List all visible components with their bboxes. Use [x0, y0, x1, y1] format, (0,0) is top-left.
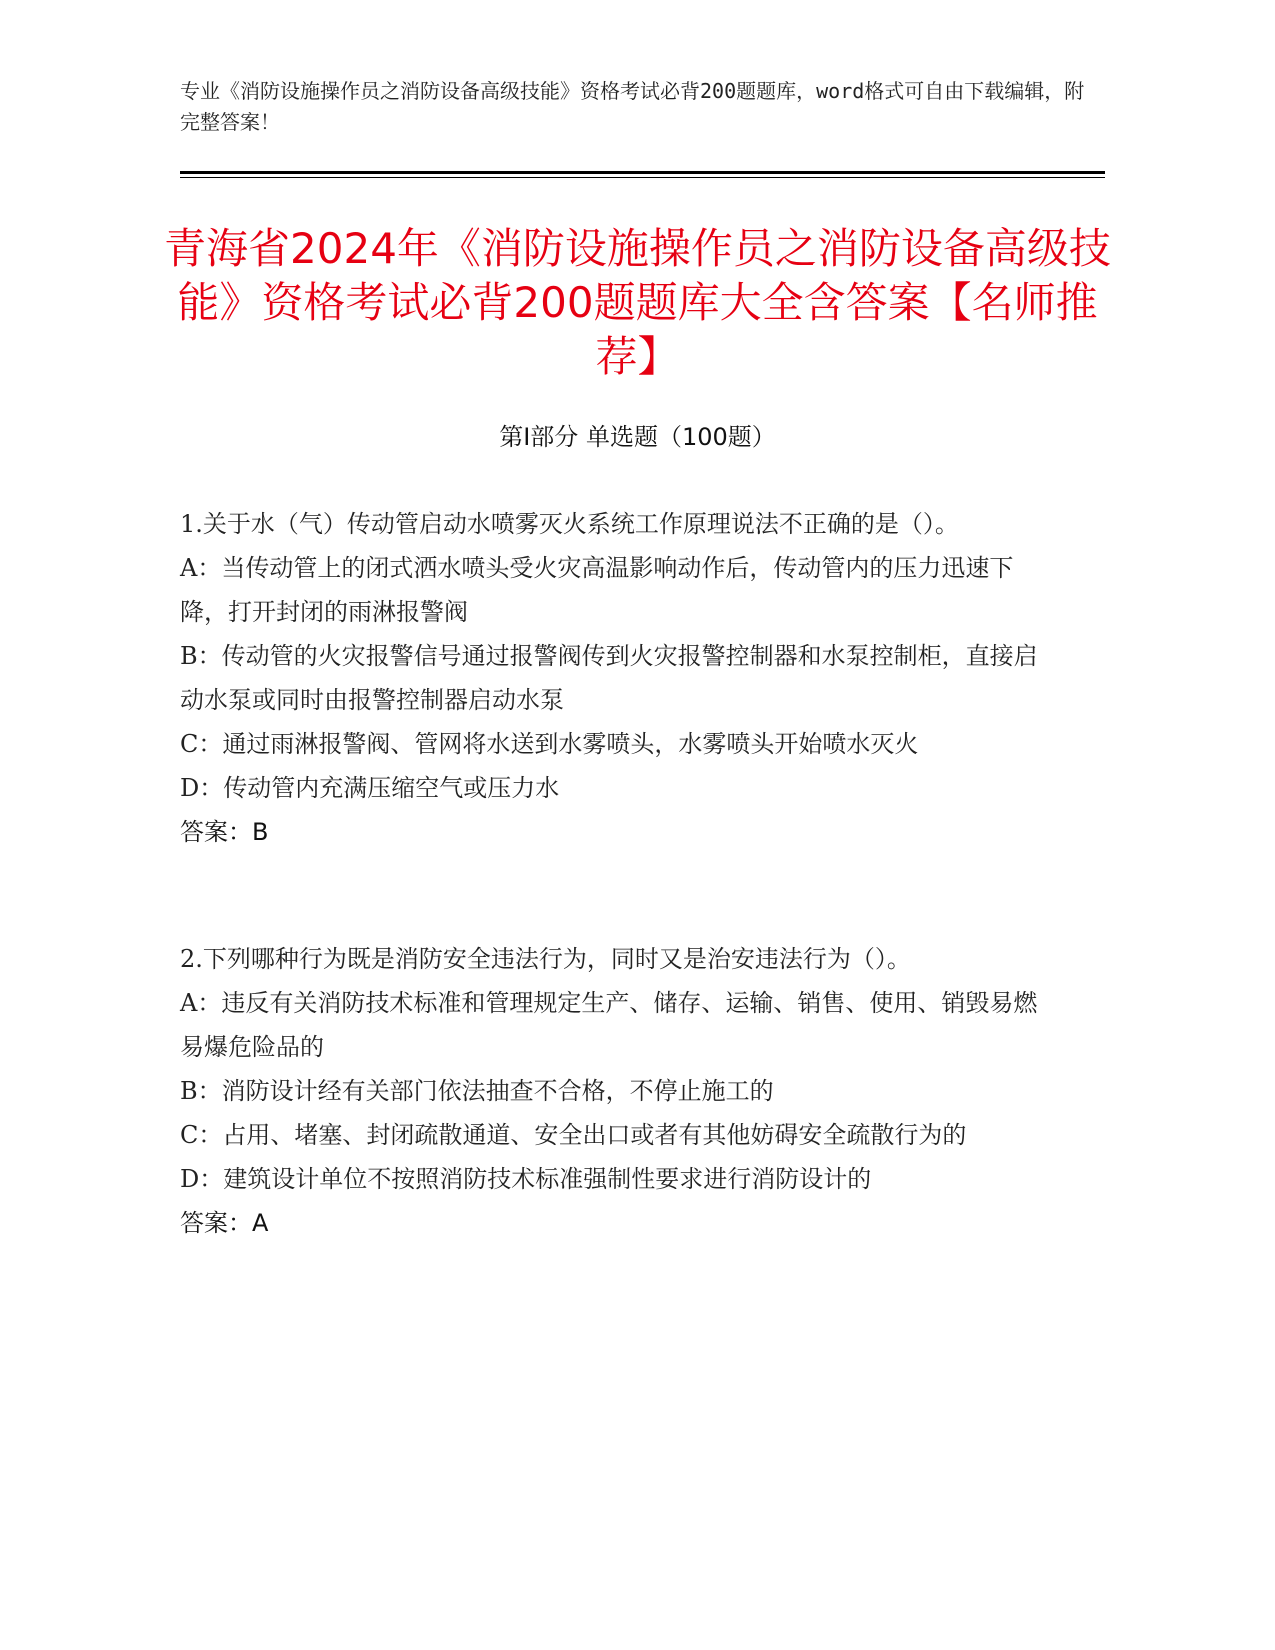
option-c: C：通过雨淋报警阀、管网将水送到水雾喷头，水雾喷头开始喷水灭火 — [180, 730, 919, 758]
option-d: D：建筑设计单位不按照消防技术标准强制性要求进行消防设计的 — [180, 1165, 872, 1193]
section-heading: 第I部分 单选题（100题） — [499, 423, 776, 451]
question-stem: 1.关于水（气）传动管启动水喷雾灭火系统工作原理说法不正确的是（）。 — [180, 510, 959, 538]
header-rule-thin — [180, 177, 1105, 178]
option-c: C：占用、堵塞、封闭疏散通道、安全出口或者有其他妨碍安全疏散行为的 — [180, 1121, 967, 1149]
option-a: A：违反有关消防技术标准和管理规定生产、储存、运输、销售、使用、销毁易燃易爆危险品的 — [180, 989, 1038, 1061]
header-rule-thick — [180, 171, 1105, 174]
answer-line: 答案：B — [180, 818, 269, 846]
option-b: B：传动管的火灾报警信号通过报警阀传到火灾报警控制器和水泵控制柜，直接启动水泵或同时由报警控制器启动水泵 — [180, 642, 1038, 714]
option-a: A：当传动管上的闭式洒水喷头受火灾高温影响动作后，传动管内的压力迅速下降，打开封闭的雨淋报警阀 — [180, 554, 1014, 626]
question-block — [180, 937, 1040, 1245]
header-note: 专业《消防设施操作员之消防设备高级技能》资格考试必背200题题库，word格式可自由下载编辑，附完整答案！ — [180, 79, 1085, 134]
answer-line: 答案：A — [180, 1209, 269, 1237]
option-d: D：传动管内充满压缩空气或压力水 — [180, 774, 560, 802]
question-stem: 2.下列哪种行为既是消防安全违法行为，同时又是治安违法行为（）。 — [180, 945, 911, 973]
question-block — [180, 502, 1040, 854]
option-b: B：消防设计经有关部门依法抽查不合格，不停止施工的 — [180, 1077, 774, 1105]
document-title: 青海省2024年《消防设施操作员之消防设备高级技能》资格考试必背200题题库大全含答案【名师推荐】 — [164, 224, 1111, 381]
